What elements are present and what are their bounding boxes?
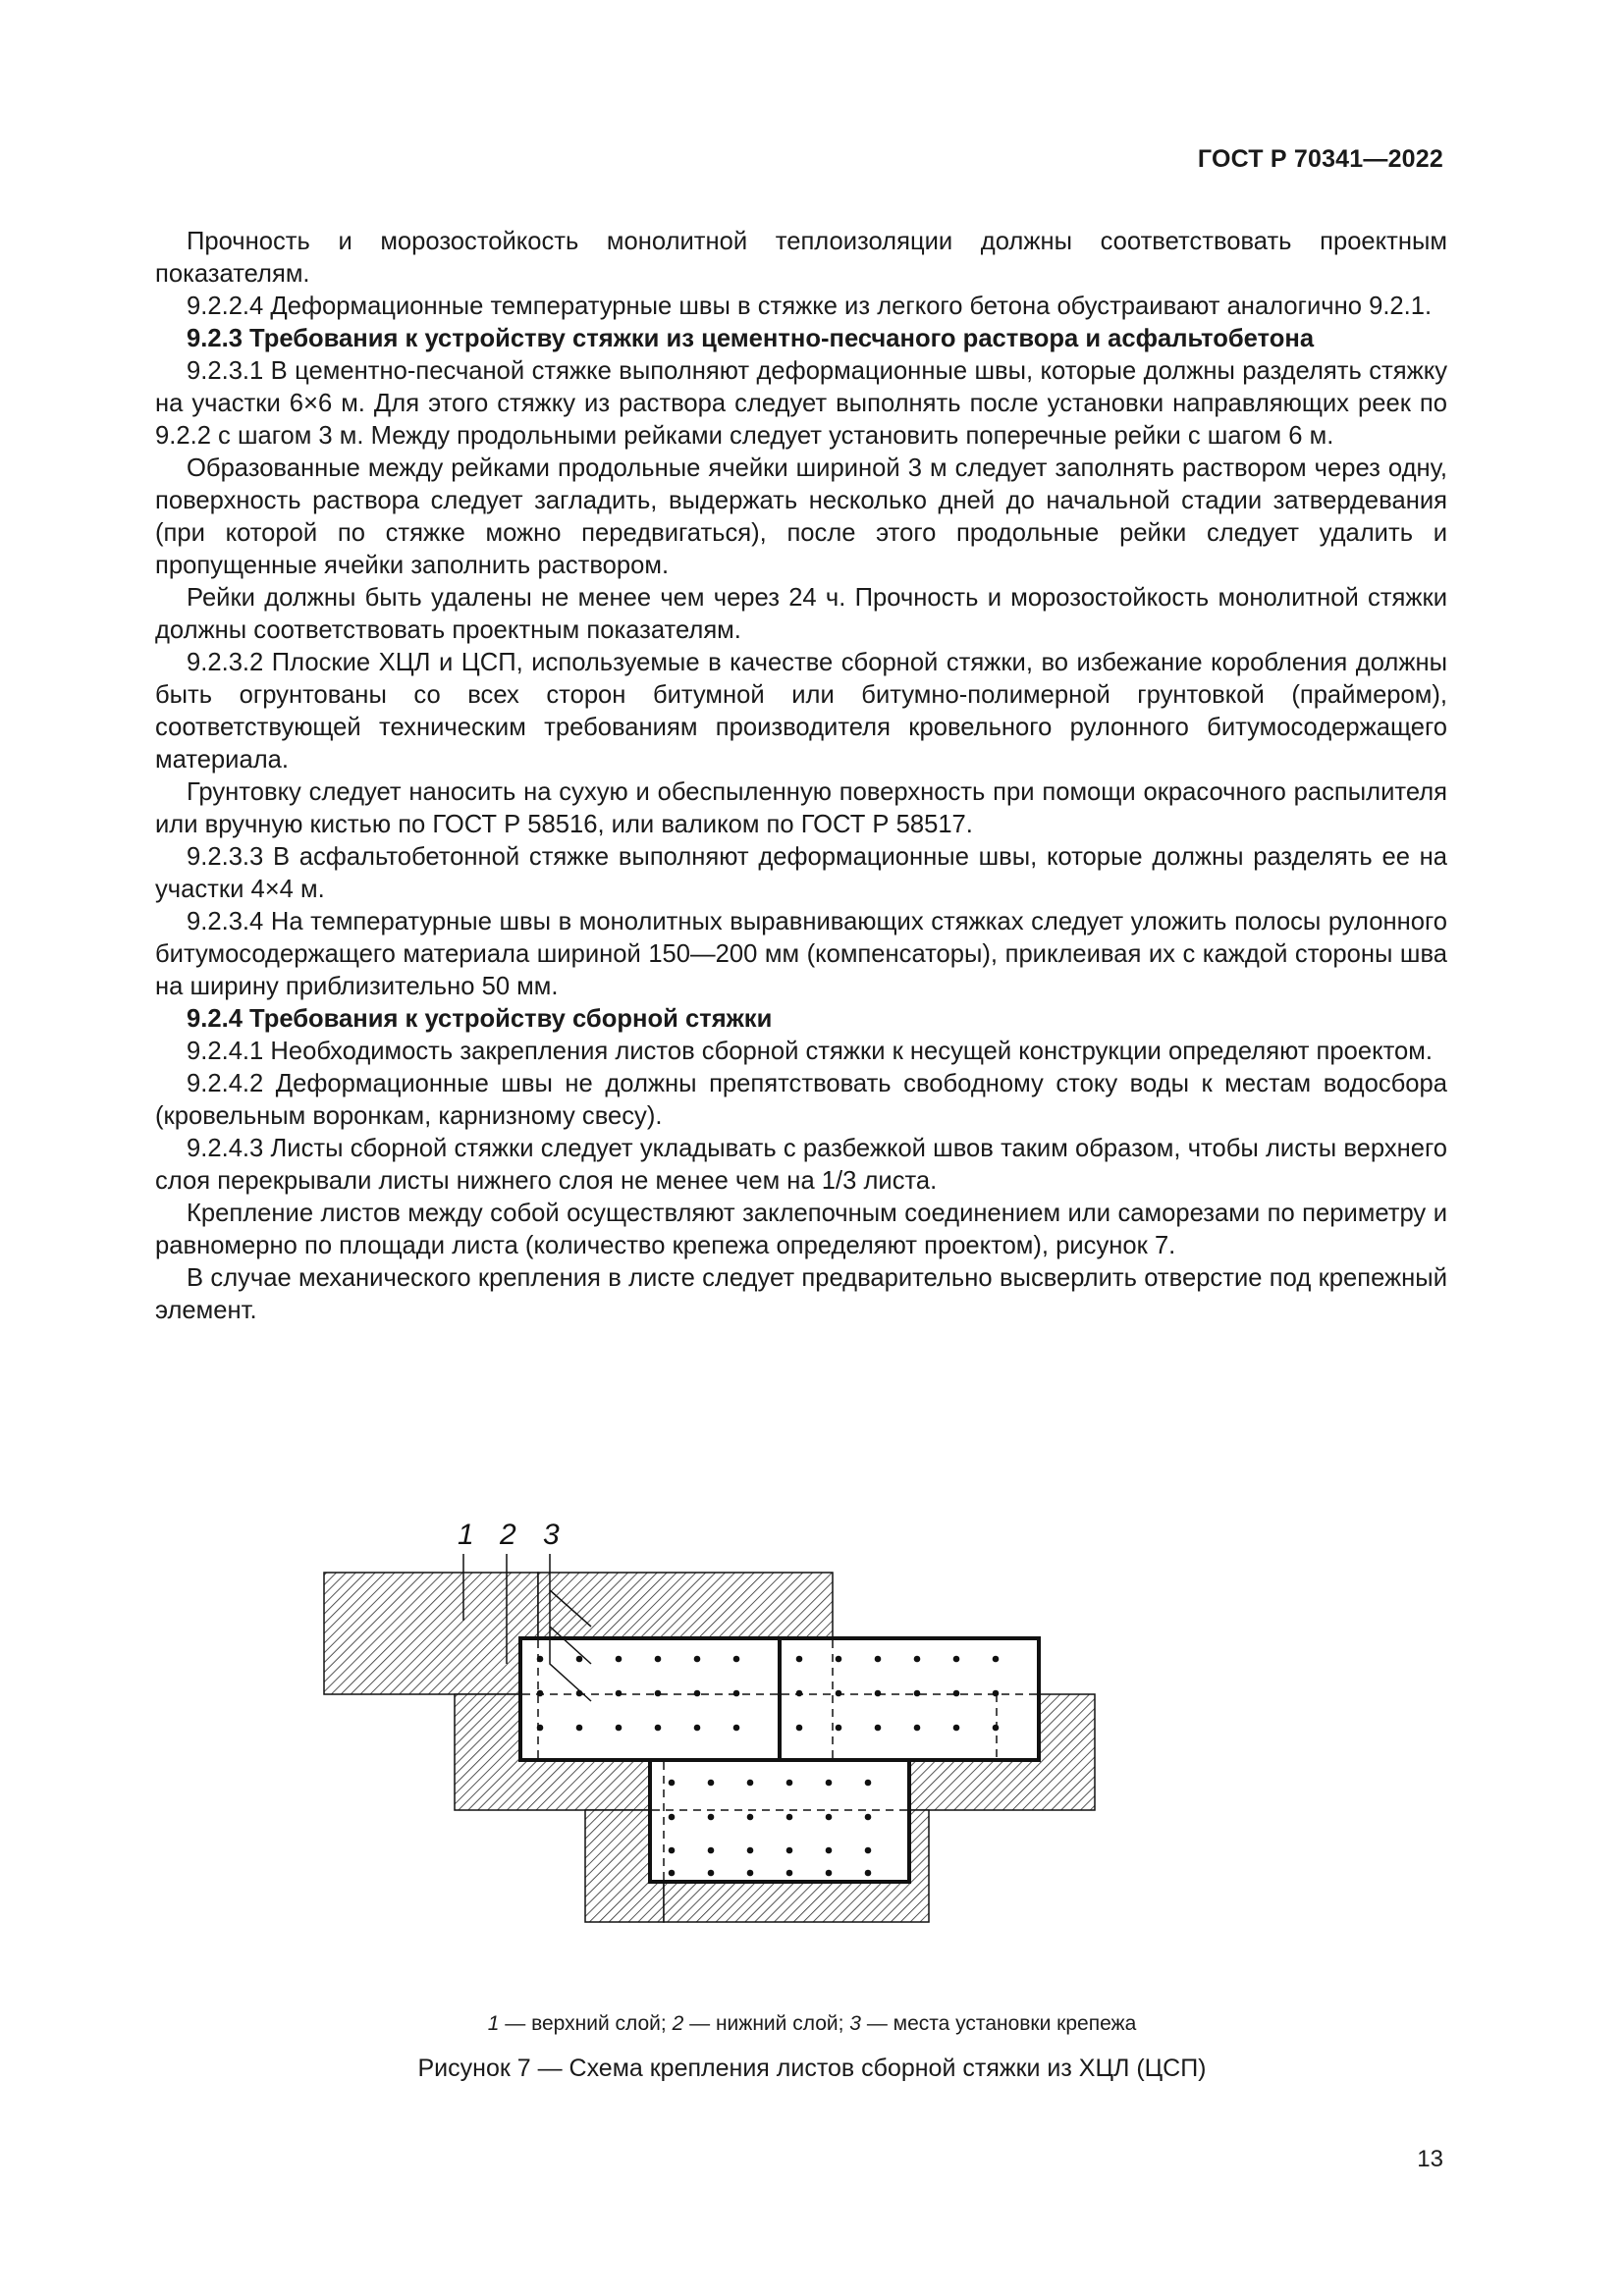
figure-legend: [0, 2012, 1624, 2036]
document-code: ГОСТ Р 70341—2022: [1197, 145, 1443, 173]
legend-number: 1: [487, 2012, 500, 2035]
paragraph: Грунтовку следует наносить на сухую и обеспыленную поверхность при помощи окрасочного распылителя или вручную кистью по ГОСТ Р 58516, или валиком по ГОСТ Р 58517.: [155, 778, 1447, 838]
body-text: [155, 226, 1447, 1327]
upper-sheet: [520, 1638, 780, 1760]
section-heading: 9.2.4 Требования к устройству сборной стяжки: [187, 1005, 773, 1033]
upper-sheet: [650, 1760, 909, 1882]
callout-3: 3: [543, 1519, 560, 1551]
legend-text: — места установки крепежа: [860, 2012, 1137, 2035]
paragraph: В случае механического крепления в листе следует предварительно высверлить отверстие под крепежный элемент.: [155, 1264, 1447, 1324]
paragraph: Образованные между рейками продольные ячейки шириной 3 м следует заполнять раствором через одну, поверхность раствора следует загладить, выдержать несколько дней до начальной стадии затвердевания (при которой по стяжке можно передвигаться), после этого продольные рейки следует удалить и пропущенные ячейки заполнить раствором.: [155, 454, 1447, 579]
legend-text: — верхний слой;: [499, 2012, 673, 2035]
legend-text: — нижний слой;: [683, 2012, 850, 2035]
paragraph: Рейки должны быть удалены не менее чем через 24 ч. Прочность и морозостойкость монолитной стяжки должны соответствовать проектным показателям.: [155, 584, 1447, 644]
figure-caption: Рисунок 7 — Схема крепления листов сборной стяжки из ХЦЛ (ЦСП): [417, 2055, 1207, 2082]
section-heading: 9.2.3 Требования к устройству стяжки из цементно-песчаного раствора и асфальтобетона: [187, 325, 1315, 352]
upper-sheet: [780, 1638, 1039, 1760]
paragraph: 9.2.4.1 Необходимость закрепления листов сборной стяжки к несущей конструкции определяют проектом.: [187, 1038, 1433, 1065]
legend-number: 3: [849, 2012, 861, 2035]
paragraph: Прочность и морозостойкость монолитной теплоизоляции должны соответствовать проектным показателям.: [155, 228, 1447, 288]
paragraph: 9.2.4.2 Деформационные швы не должны препятствовать свободному стоку воды к местам водосбора (кровельным воронкам, карнизному свесу).: [155, 1070, 1447, 1130]
paragraph: 9.2.3.1 В цементно-песчаной стяжке выполняют деформационные швы, которые должны разделять стяжку на участки 6×6 м. Для этого стяжку из раствора следует выполнять после установки направляющих реек по 9.2.2 с шагом 3 м. Между продольными рейками следует установить поперечные рейки с шагом 6 м.: [155, 357, 1447, 450]
paragraph: 9.2.3.3 В асфальтобетонной стяжке выполняют деформационные швы, которые должны разделять ее на участки 4×4 м.: [155, 843, 1447, 903]
paragraph: 9.2.3.4 На температурные швы в монолитных выравнивающих стяжках следует уложить полосы рулонного битумосодержащего материала шириной 150—200 мм (компенсаторы), приклеивая их с каждой стороны шва на ширину приблизительно 50 мм.: [155, 908, 1447, 1000]
paragraph: 9.2.3.2 Плоские ХЦЛ и ЦСП, используемые в качестве сборной стяжки, во избежание коробления должны быть огрунтованы со всех сторон битумной или битумно-полимерной грунтовкой (праймером), соответствующей техническим требованиям производителя кровельного рулонного битумосодержащего материала.: [155, 649, 1447, 774]
figure-7-diagram: [314, 1497, 1296, 1949]
callout-2: 2: [500, 1519, 516, 1551]
legend-number: 2: [672, 2012, 684, 2035]
sheet-layout-diagram: [314, 1497, 1296, 1949]
paragraph: 9.2.4.3 Листы сборной стяжки следует укладывать с разбежкой швов таким образом, чтобы листы верхнего слоя перекрывали листы нижнего слоя не менее чем на 1/3 листа.: [155, 1135, 1447, 1195]
page-number: 13: [1417, 2146, 1443, 2172]
paragraph: Крепление листов между собой осуществляют заклепочным соединением или саморезами по периметру и равномерно по площади листа (количество крепежа определяют проектом), рисунок 7.: [155, 1200, 1447, 1259]
callout-1: 1: [458, 1519, 474, 1551]
paragraph: 9.2.2.4 Деформационные температурные швы в стяжке из легкого бетона обустраивают аналогично 9.2.1.: [187, 293, 1433, 320]
